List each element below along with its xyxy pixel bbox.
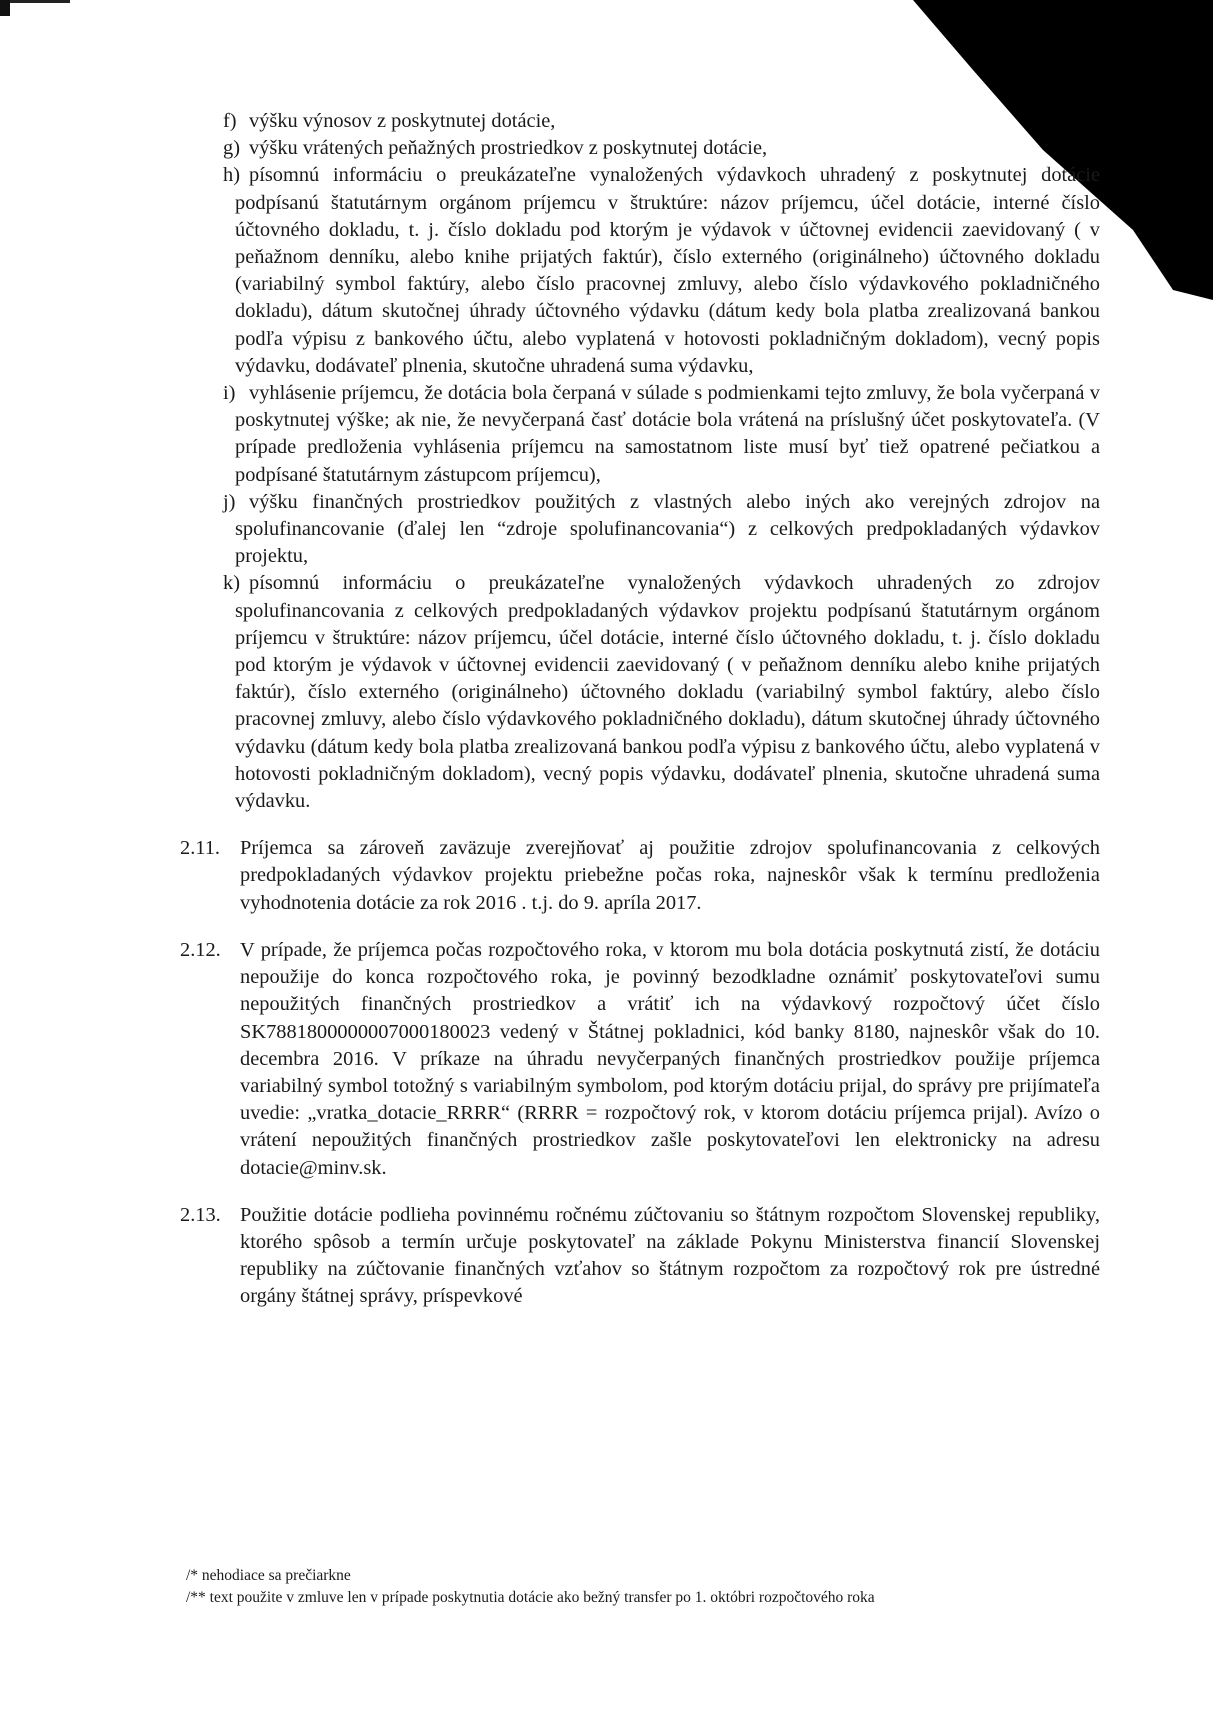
list-item-text: výšku vrátených peňažných prostriedkov z poskytnutej dotácie, xyxy=(249,137,768,160)
list-item-label: k) xyxy=(223,572,240,595)
paragraph-2-11 xyxy=(180,835,1100,917)
paragraph-text: Príjemca sa zároveň zaväzuje zverejňovať aj použitie zdrojov spolufinancovania z celkových predpokladaných výdavkov projektu priebežne počas roka, najneskôr však k termínu predloženia vyhodnotenia dotácie za rok 2016 . t.j. do 9. apríla 2017. xyxy=(240,837,1100,914)
paragraph-text: V prípade, že príjemca počas rozpočtového roka, v ktorom mu bola dotácia poskytnutá zistí, že dotáciu nepoužije do konca rozpočtového roka, je povinný bezodkladne oznámiť poskytovateľovi sumu nepoužitých finančných prostriedkov a vrátiť ich na výdavkový rozpočtový účet číslo SK7881800000007000180023 vedený v Štátnej pokladnici, kód banky 8180, najneskôr však do 10. decembra 2016. V príkaze na úhradu nevyčerpaných finančných prostriedkov použije príjemca variabilný symbol totožný s variabilným symbolom, pod ktorým dotáciu prijal, do správy pre prijímateľa uvedie: „vratka_dotacie_RRRR“ (RRRR = rozpočtový rok, v ktorom dotáciu príjemca prijal). Avízo o vrátení nepoužitých finančných prostriedkov zašle poskytovateľovi len elektronicky na adresu dotacie@minv.sk. xyxy=(240,938,1100,1179)
list-item-text: vyhlásenie príjemcu, že dotácia bola čerpaná v súlade s podmienkami tejto zmluvy, že bola vyčerpaná v poskytnutej výške; ak nie, že nevyčerpaná časť dotácie bola vrátená na príslušný účet poskytovateľa. (V prípade predloženia vyhlásenia príjemcu na samostatnom liste musí byť tiež opatrené pečiatkou a podpísané štatutárnym zástupcom príjemcu), xyxy=(235,382,1100,486)
list-item-label: g) xyxy=(223,137,240,160)
list-item-label: f) xyxy=(223,110,237,132)
footnote: /* nehodiace sa prečiarkne xyxy=(186,1567,351,1584)
paragraph-text: Použitie dotácie podlieha povinnému ročnému zúčtovaniu so štátnym rozpočtom Slovenskej republiky, ktorého spôsob a termín určuje poskytovateľ na základe Pokynu Ministerstva financií Slovenskej republiky na zúčtovanie finančných vzťahov so štátnym rozpočtom za rozpočtový rok pre ústredné orgány štátnej správy, príspevkové xyxy=(240,1203,1100,1308)
list-item-text: písomnú informáciu o preukázateľne vynaložených výdavkoch uhradený z poskytnutej dotácie podpísanú štatutárnym orgánom príjemcu v štruktúre: názov príjemcu, účel dotácie, interné číslo účtovného dokladu, t. j. číslo dokladu pod ktorým je výdavok v účtovnej evidencii zaevidovaný ( v peňažnom denníku, alebo knihe prijatých faktúr), číslo externého (originálneho) účtovného dokladu (variabilný symbol faktúry, alebo číslo pracovnej zmluvy, alebo číslo výdavkového pokladničného dokladu), dátum skutočnej úhrady účtovného výdavku (dátum kedy bola platba zrealizovaná bankou podľa výpisu z bankového účtu, alebo vyplatená v hotovosti pokladničným dokladom), vecný popis výdavku, dodávateľ plnenia, skutočne uhradená suma výdavku, xyxy=(235,164,1100,377)
list-item xyxy=(223,380,1100,489)
paragraph-number: 2.12. xyxy=(180,938,221,961)
list-item-text: výšku finančných prostriedkov použitých z vlastných alebo iných ako verejných zdrojov na spolufinancovanie (ďalej len “zdroje spolufinancovania“) z celkových predpokladaných výdavkov projektu, xyxy=(235,490,1100,568)
list-item xyxy=(223,135,1100,162)
list-item-label: h) xyxy=(223,164,240,187)
list-item xyxy=(223,108,1100,135)
list-item xyxy=(223,162,1100,380)
list-item-text: výšku výnosov z poskytnutej dotácie, xyxy=(249,110,556,132)
list-item-label: i) xyxy=(223,382,236,405)
requirements-list xyxy=(180,108,1100,815)
paragraph-number: 2.11. xyxy=(180,837,221,860)
list-item-label: j) xyxy=(223,490,236,513)
paragraph-2-13 xyxy=(180,1202,1100,1311)
document-body xyxy=(180,108,1100,1311)
list-item-text: písomnú informáciu o preukázateľne vynaložených výdavkoch uhradených zo zdrojov spolufinancovania z celkových predpokladaných výdavkov projektu podpísanú štatutárnym orgánom príjemcu v štruktúre: názov príjemcu, účel dotácie, interné číslo účtovného dokladu, t. j. číslo dokladu pod ktorým je výdavok v účtovnej evidencii zaevidovaný ( v peňažnom denníku alebo knihe prijatých faktúr), číslo externého (originálneho) účtovného dokladu (variabilný symbol faktúry, alebo číslo pracovnej zmluvy, alebo číslo výdavkového pokladničného dokladu), dátum skutočnej úhrady účtovného výdavku (dátum kedy bola platba zrealizovaná bankou podľa výpisu z bankového účtu, alebo vyplatená v hotovosti pokladničným dokladom), vecný popis výdavku, dodávateľ plnenia, skutočne uhradená suma výdavku. xyxy=(235,572,1100,813)
scan-corner-mark xyxy=(0,0,70,3)
list-item xyxy=(223,570,1100,815)
footnote: /** text použite v zmluve len v prípade poskytnutia dotácie ako bežný transfer po 1. októbri rozpočtového roka xyxy=(186,1589,875,1606)
list-item xyxy=(223,489,1100,571)
footnotes xyxy=(186,1565,1106,1609)
paragraph-2-12 xyxy=(180,937,1100,1182)
paragraph-number: 2.13. xyxy=(180,1203,221,1226)
